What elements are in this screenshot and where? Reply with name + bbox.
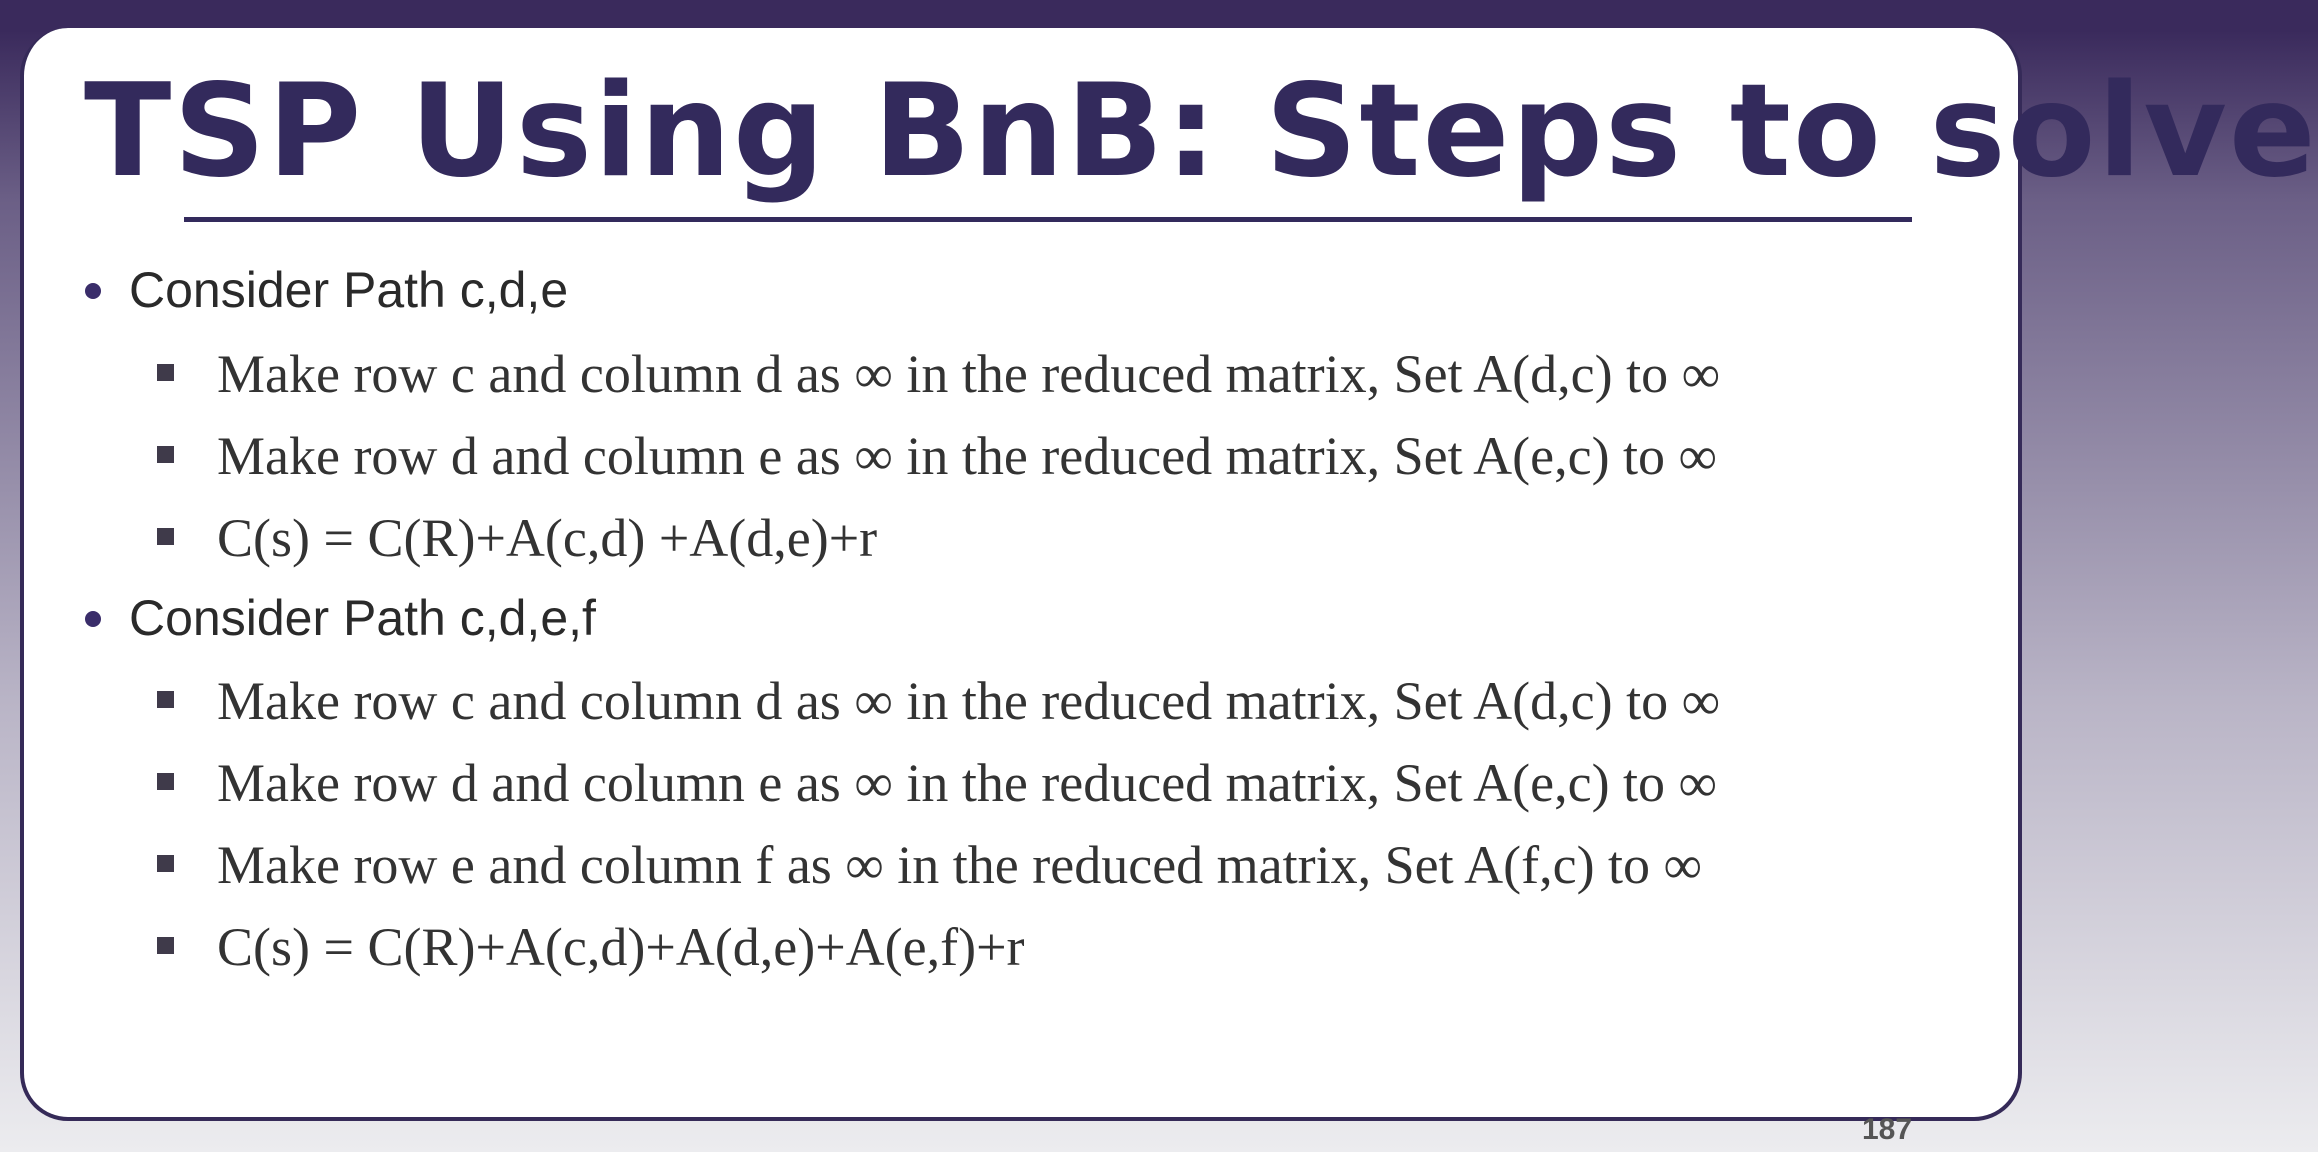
sub-bullet-item [217, 915, 1025, 979]
bullet-item [129, 260, 568, 320]
round-bullet-icon [85, 283, 101, 299]
square-bullet-icon [157, 855, 174, 872]
square-bullet-icon [157, 937, 174, 954]
bullet-text: Consider Path c,d,e,f [129, 590, 596, 646]
title-underline [184, 217, 1912, 222]
sub-bullet-item [217, 751, 1717, 815]
square-bullet-icon [157, 364, 174, 381]
slide-title: TSP Using BnB: Steps to solve [84, 57, 2318, 206]
sub-bullet-text: Make row e and column f as ∞ in the reduced matrix, Set A(f,c) to ∞ [217, 835, 1703, 895]
square-bullet-icon [157, 528, 174, 545]
sub-bullet-text: Make row d and column e as ∞ in the reduced matrix, Set A(e,c) to ∞ [217, 753, 1718, 813]
bullet-text: Consider Path c,d,e [129, 262, 569, 318]
sub-bullet-text: C(s) = C(R)+A(c,d)+A(d,e)+A(e,f)+r [217, 917, 1025, 977]
sub-bullet-text: C(s) = C(R)+A(c,d) +A(d,e)+r [217, 508, 878, 568]
bullet-item [129, 588, 596, 648]
sub-bullet-text: Make row c and column d as ∞ in the reduced matrix, Set A(d,c) to ∞ [217, 344, 1721, 404]
sub-bullet-item [217, 424, 1717, 488]
square-bullet-icon [157, 773, 174, 790]
square-bullet-icon [157, 446, 174, 463]
square-bullet-icon [157, 691, 174, 708]
round-bullet-icon [85, 611, 101, 627]
sub-bullet-text: Make row c and column d as ∞ in the reduced matrix, Set A(d,c) to ∞ [217, 671, 1721, 731]
sub-bullet-item [217, 833, 1702, 897]
sub-bullet-text: Make row d and column e as ∞ in the reduced matrix, Set A(e,c) to ∞ [217, 426, 1718, 486]
top-band [0, 0, 2048, 28]
sub-bullet-item [217, 669, 1720, 733]
sub-bullet-item [217, 342, 1720, 406]
slide-card [20, 28, 2318, 1121]
page-number: 187 [1862, 1113, 1913, 1146]
sub-bullet-item [217, 506, 877, 570]
